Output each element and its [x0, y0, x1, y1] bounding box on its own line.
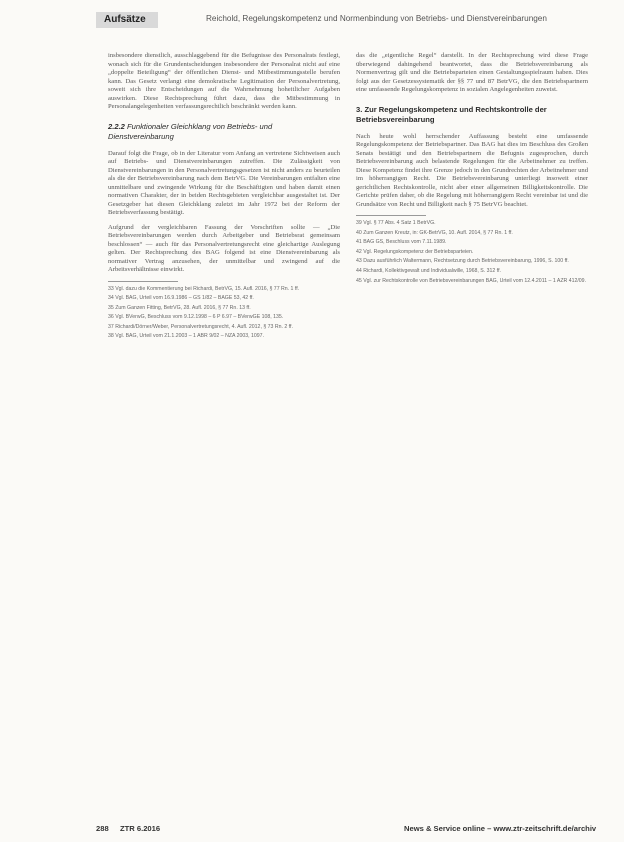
section-heading [356, 105, 588, 125]
body-paragraph: Aufgrund der vergleichbaren Fassung der Vorschriften sollte — „Die Betriebsvereinbarungen werden durch Arbeitgeber und Betriebsrat gemeinsam beschlossen“ — auch für das Personalvertretungsrecht eine gleichartige Auslegung gelten. Der Rechtsprechung des BAG folgend ist eine Dienstvereinbarung als normativer Vertrag anzusehen, der unmittelbar und zwingend auf die Arbeitsverhältnisse einwirkt. [108, 223, 340, 273]
section-heading [108, 122, 340, 142]
footnote: 35 Zum Ganzen Fitting, BetrVG, 28. Aufl. 2016, § 77 Rn. 13 ff. [108, 304, 251, 311]
footnote-divider [108, 281, 178, 282]
right-column [356, 52, 588, 287]
left-column [108, 52, 340, 343]
body-paragraph: Nach heute wohl herrschender Auffassung besteht eine umfassende Regelungskompetenz der Betriebspartner. Das BAG hat dies im Beschluss des Großen Senats bestätigt und den Betriebspartnern die Befugnis zugesprochen, durch Betriebsvereinbarung auch belastende Regelungen für die Arbeitnehmer zu treffen. Diese Kompetenz findet ihre Grenze jedoch in den Grundrechten der Arbeitnehmer und im höherrangigen Recht. Die Betriebsvereinbarung unterliegt insoweit einer gerichtlichen Rechtskontrolle, nicht aber einer allgemeinen Billigkeitskontrolle. Die Gerichte prüfen daher, ob die Regelung mit höherrangigem Recht vereinbar ist und die Grundsätze von Recht und Billigkeit nach § 75 BetrVG beachtet. [356, 132, 588, 208]
footnote: 42 Vgl. Regelungskompetenz der Betriebsparteien. [356, 248, 474, 255]
section-label: Aufsätze [104, 14, 146, 25]
body-paragraph: insbesondere dienstlich, ausschlaggebend für die Befugnisse des Personalrats festlegt, wonach sich für die Grundentscheidungen insbesondere der Personalrat nicht auf eine „doppelte Beteiligung“ der öffentlichen Dienst- und Mitbestimmungsstelle berufen kann. Das Gesetz verlangt eine demokratische Legitimation der Personalvertretung, soweit sich ihre Entscheidungen auf die Wahrnehmung hoheitlicher Aufgaben auswirken. Diese Rechtsprechung führt dazu, dass die Mitbestimmung in Personalangelegenheiten verfassungsrechtlich beschränkt werden kann. [108, 52, 340, 110]
journal-issue: ZTR 6.2016 [120, 824, 161, 833]
page-number: 288 [96, 824, 109, 833]
body-paragraph: das die „eigentliche Regel“ darstellt. In der Rechtsprechung wird diese Frage überwiegend dahingehend beantwortet, dass die Betriebsvereinbarung als Normenvertrag gilt und die Betriebsparteien einen Gestaltungsspielraum haben. Dies folgt aus der Gesetzessystematik der §§ 77 und 87 BetrVG, die den Betriebspartnern eine umfassende Regelungskompetenz in sozialen Angelegenheiten zuweist. [356, 52, 588, 93]
running-title: Reichold, Regelungskompetenz und Normenbindung von Betriebs- und Dienstvereinbarungen [206, 14, 547, 23]
footnote: 40 Zum Ganzen Kreutz, in: GK-BetrVG, 10. Aufl. 2014, § 77 Rn. 1 ff. [356, 229, 513, 236]
footnote: 45 Vgl. zur Rechtskontrolle von Betriebsvereinbarungen BAG, Urteil vom 12.4.2011 – 1 AZR 412/09. [356, 277, 587, 284]
footnote: 41 BAG GS, Beschluss vom 7.11.1989. [356, 239, 447, 246]
footnote: 44 Richardi, Kollektivgewalt und Individualwille, 1968, S. 312 ff. [356, 267, 501, 274]
section-title: Zur Regelungskompetenz und Rechtskontrolle der Betriebsvereinbarung [356, 104, 547, 124]
section-title: Funktionaler Gleichklang von Betriebs- und Dienstvereinbarung [108, 121, 273, 141]
footnote-divider [356, 215, 426, 216]
archive-link[interactable]: News & Service online – www.ztr-zeitschrift.de/archiv [404, 824, 597, 833]
footnote: 33 Vgl. dazu die Kommentierung bei Richardi, BetrVG, 15. Aufl. 2016, § 77 Rn. 1 ff. [108, 285, 300, 292]
page-footer [0, 824, 624, 838]
footnote: 34 Vgl. BAG, Urteil vom 16.9.1986 – GS 1/82 – BAGE 53, 42 ff. [108, 295, 254, 302]
section-number: 2.2.2 [108, 121, 125, 131]
footnote: 37 Richardi/Dörner/Weber, Personalvertretungsrecht, 4. Aufl. 2012, § 73 Rn. 2 ff. [108, 323, 293, 330]
footnote: 39 Vgl. § 77 Abs. 4 Satz 1 BetrVG. [356, 220, 436, 226]
section-number: 3. [356, 104, 363, 114]
page-header [0, 0, 624, 34]
footnote: 38 Vgl. BAG, Urteil vom 21.1.2003 – 1 ABR 9/02 – NZA 2003, 1097. [108, 333, 265, 340]
footnote: 43 Dazu ausführlich Waltermann, Rechtsetzung durch Betriebsvereinbarung, 1996, S. 100 ff. [356, 258, 569, 265]
footnote: 36 Vgl. BVerwG, Beschluss vom 9.12.1998 – 6 P 6.97 – BVerwGE 108, 135. [108, 314, 284, 321]
body-paragraph: Darauf folgt die Frage, ob in der Literatur vom Anfang an vertretene Sichtweisen auch auf Betriebs- und Dienstvereinbarungen zutreffen. Die Zulässigkeit von Dienstvereinbarungen in den Personalvertretungsgesetzen ist nicht anders zu beurteilen als die der Betriebsvereinbarung nach dem BetrVG. Die Vereinbarungen entfalten eine unmittelbare und zwingende Wirkung für die Beschäftigten und haben damit einen normativen Charakter, der in beiden Rechtsgebieten vergleichbar ausgestaltet ist. Der Gesetzgeber hat diesen Gleichklang zuletzt im Jahr 1972 bei der Reform der Betriebsverfassung bestätigt. [108, 149, 340, 216]
